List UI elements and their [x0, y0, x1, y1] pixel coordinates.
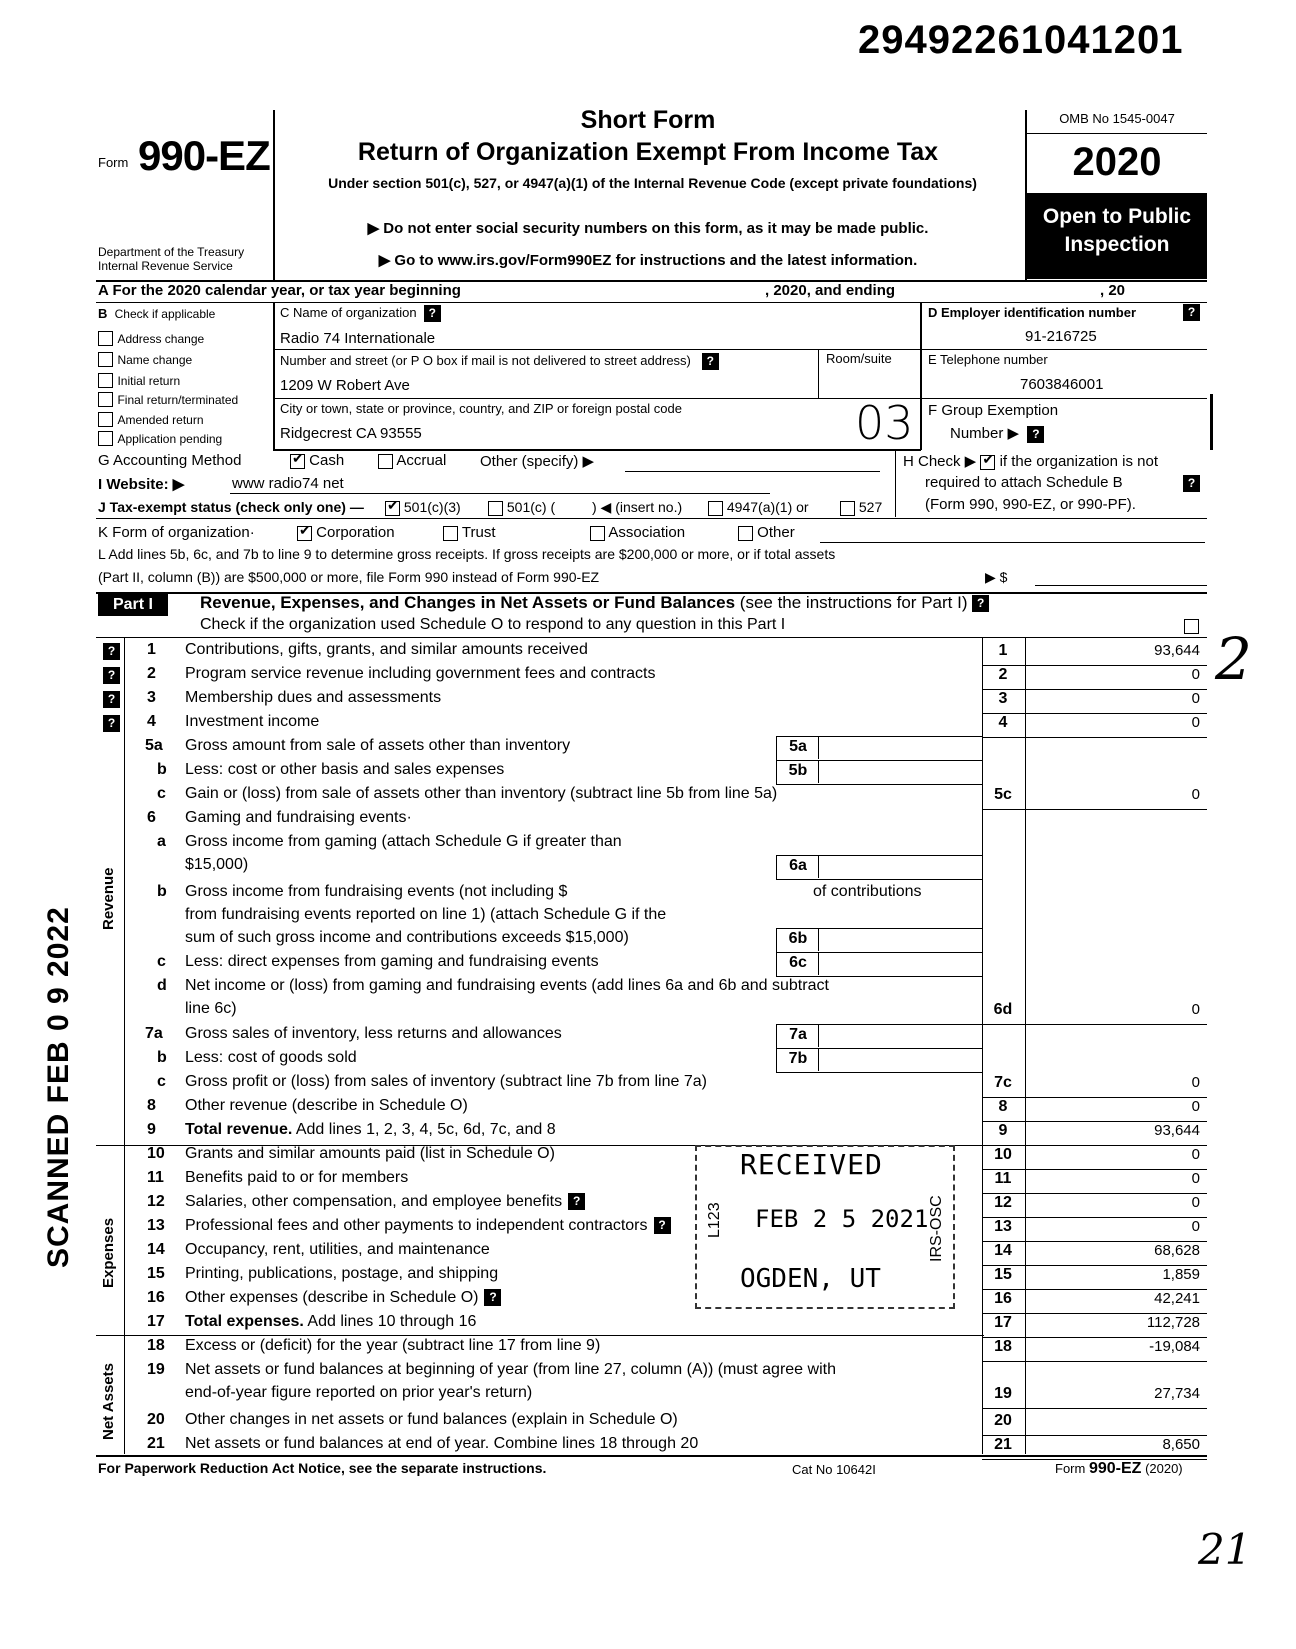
- line-description-cont: $15,000): [185, 856, 249, 873]
- line-box-label: 17: [994, 1314, 1012, 1331]
- stamp-city: OGDEN, UT: [740, 1264, 881, 1294]
- room-suite-label: Room/suite: [826, 351, 892, 366]
- line-number: 9: [147, 1121, 156, 1138]
- line-description: Net assets or fund balances at end of year. Combine lines 18 through 20: [185, 1435, 699, 1452]
- line-description: Grants and similar amounts paid (list in Schedule O): [185, 1145, 555, 1162]
- line-description: Other changes in net assets or fund balances (explain in Schedule O): [185, 1411, 678, 1428]
- line-description: Investment income: [185, 713, 320, 730]
- line-amount[interactable]: 0: [1191, 1074, 1200, 1091]
- line-description: Printing, publications, postage, and shipping: [185, 1265, 499, 1282]
- line-number: 12: [147, 1193, 165, 1210]
- accounting-method-label: G Accounting Method: [98, 452, 242, 469]
- telephone-label: E Telephone number: [928, 352, 1048, 367]
- line-description: Gross income from gaming (attach Schedule G if greater than: [185, 833, 622, 850]
- line-number: 17: [147, 1313, 165, 1330]
- line-a-text: A For the 2020 calendar year, or tax year beginning: [98, 282, 461, 299]
- line-number: 20: [147, 1411, 165, 1428]
- line-box-label: 1: [998, 642, 1008, 659]
- footer-form: Form 990-EZ (2020): [1055, 1460, 1183, 1477]
- line-box-label: 16: [994, 1290, 1012, 1307]
- line-box-label: 18: [994, 1338, 1012, 1355]
- subline-box-label: 5b: [788, 762, 808, 779]
- line-number: 10: [147, 1145, 165, 1162]
- line-amount[interactable]: 42,241: [1154, 1290, 1200, 1307]
- line-description: Salaries, other compensation, and employee benefits ?: [185, 1193, 585, 1211]
- line-number: 1: [147, 641, 156, 658]
- line-description: Less: direct expenses from gaming and fundraising events: [185, 953, 599, 970]
- handwritten-mark: [1210, 394, 1213, 450]
- help-icon[interactable]: ?: [103, 715, 120, 732]
- checkbox-schedule-b[interactable]: [980, 455, 995, 470]
- form-word: Form: [98, 155, 129, 170]
- checkbox-final-return[interactable]: Final return/terminated: [98, 391, 238, 409]
- line-description: Gross income from fundraising events (not including $ of contributions: [185, 883, 922, 900]
- checkbox-trust[interactable]: Trust: [443, 524, 496, 541]
- line-number: c: [157, 953, 166, 970]
- help-icon[interactable]: ?: [568, 1193, 585, 1210]
- subline-amount-field[interactable]: [776, 855, 983, 880]
- side-label-revenue: Revenue: [100, 867, 117, 930]
- line-amount[interactable]: 93,644: [1154, 642, 1200, 659]
- city-state-zip: Ridgecrest CA 93555: [280, 425, 422, 442]
- line-amount[interactable]: 0: [1191, 714, 1200, 731]
- help-icon[interactable]: ?: [702, 353, 719, 370]
- line-amount[interactable]: 0: [1191, 786, 1200, 803]
- line-description: Total expenses. Add lines 10 through 16: [185, 1313, 477, 1330]
- line-amount[interactable]: 0: [1191, 666, 1200, 683]
- line-box-label: 13: [994, 1218, 1012, 1235]
- line-number: 16: [147, 1289, 165, 1306]
- side-label-net-assets: Net Assets: [100, 1363, 117, 1440]
- line-number: c: [157, 1073, 166, 1090]
- subline-box-label: 6b: [788, 930, 808, 947]
- line-a-end: , 20: [1100, 282, 1126, 299]
- footer-paperwork: For Paperwork Reduction Act Notice, see the separate instructions.: [98, 1460, 547, 1476]
- help-icon[interactable]: ?: [972, 595, 989, 612]
- short-form-title: Short Form: [580, 106, 716, 134]
- line-description: Professional fees and other payments to independent contractors ?: [185, 1217, 671, 1235]
- line-number: b: [157, 761, 167, 778]
- checkbox-other[interactable]: Other: [738, 524, 795, 541]
- stamp-right: IRS-OSC: [928, 1195, 945, 1262]
- line-number: 19: [147, 1361, 165, 1378]
- part-i-title: Revenue, Expenses, and Changes in Net Assets or Fund Balances (see the instructions for Part I) ?: [200, 593, 989, 613]
- line-l-2: (Part II, column (B)) are $500,000 or more, file Form 990 instead of Form 990-EZ: [98, 569, 600, 585]
- line-description: Gaming and fundraising events·: [185, 809, 412, 826]
- line-amount[interactable]: 0: [1191, 690, 1200, 707]
- help-icon[interactable]: ?: [103, 691, 120, 708]
- checkbox-accrual[interactable]: Accrual: [378, 452, 446, 469]
- checkbox-4947[interactable]: 4947(a)(1) or: [708, 499, 809, 516]
- form-number: 990-EZ: [138, 132, 270, 179]
- line-box-label: 9: [998, 1122, 1008, 1139]
- checkbox-501c[interactable]: 501(c) (: [488, 499, 555, 516]
- scanned-stamp: SCANNED FEB 0 9 2022: [42, 906, 75, 1268]
- line-h: H Check ▶ ✔ if the organization is not: [903, 452, 1158, 470]
- footer-cat: Cat No 10642I: [792, 1462, 876, 1477]
- other-method-label: Other (specify) ▶: [480, 453, 595, 470]
- org-name: Radio 74 Internationale: [280, 330, 436, 347]
- line-description: Occupancy, rent, utilities, and maintenance: [185, 1241, 490, 1258]
- city-label: City or town, state or province, country, and ZIP or foreign postal code: [280, 401, 682, 416]
- subline-box-label: 7a: [789, 1026, 807, 1043]
- line-description: Other expenses (describe in Schedule O) ?: [185, 1289, 501, 1307]
- stamp-received: RECEIVED: [740, 1148, 883, 1181]
- line-number: b: [157, 883, 167, 900]
- line-number: a: [157, 833, 166, 850]
- subline-amount-field[interactable]: [776, 736, 983, 761]
- line-box-label: 20: [994, 1412, 1012, 1429]
- line-number: 3: [147, 689, 156, 706]
- checkbox-name-change[interactable]: Name change: [98, 351, 192, 369]
- stamp-date: FEB 2 5 2021: [755, 1205, 929, 1233]
- line-description: Contributions, gifts, grants, and similar amounts received: [185, 641, 588, 658]
- line-amount[interactable]: 0: [1191, 1194, 1200, 1211]
- street-address: 1209 W Robert Ave: [280, 377, 410, 394]
- line-amount[interactable]: 0: [1191, 1098, 1200, 1115]
- line-description: Gross amount from sale of assets other than inventory: [185, 737, 571, 754]
- subline-box-label: 7b: [788, 1050, 808, 1067]
- handwritten-page-number: 21: [1198, 1525, 1252, 1574]
- line-box-label: 2: [998, 666, 1008, 683]
- group-exemption-number: Number ▶ ?: [950, 424, 1044, 443]
- line-amount[interactable]: 112,728: [1146, 1314, 1200, 1331]
- line-amount[interactable]: 0: [1191, 1146, 1200, 1163]
- handwritten-side-mark: 2: [1215, 625, 1252, 693]
- ein-value: 91-216725: [1025, 328, 1097, 345]
- checkbox-initial-return[interactable]: Initial return: [98, 372, 180, 390]
- help-icon[interactable]: ?: [103, 667, 120, 684]
- line-number: 14: [147, 1241, 165, 1258]
- form-title: Return of Organization Exempt From Income Tax: [357, 138, 939, 166]
- ein-label: D Employer identification number: [928, 305, 1137, 320]
- line-box-label: 10: [994, 1146, 1012, 1163]
- line-description: Program service revenue including government fees and contracts: [185, 665, 656, 682]
- group-exemption-label: F Group Exemption: [928, 402, 1059, 419]
- tax-exempt-label: J Tax-exempt status (check only one) —: [98, 499, 364, 515]
- website-label: I Website: ▶: [98, 476, 185, 493]
- line-number: d: [157, 977, 167, 994]
- checkbox-corporation[interactable]: ✔ Corporation: [297, 524, 395, 541]
- line-box-label: 19: [994, 1385, 1012, 1402]
- line-description: Excess or (deficit) for the year (subtract line 17 from line 9): [185, 1337, 601, 1354]
- line-box-label: 7c: [994, 1074, 1012, 1091]
- line-description: Gross profit or (loss) from sales of inventory (subtract line 7b from line 7a): [185, 1073, 707, 1090]
- line-description-cont: line 6c): [185, 1000, 237, 1017]
- line-description-cont: from fundraising events reported on line 1) (attach Schedule G if the: [185, 906, 667, 923]
- open-to-public-text: Open to Public Inspection: [1042, 205, 1192, 256]
- line-description: Total revenue. Add lines 1, 2, 3, 4, 5c, 6d, 7c, and 8: [185, 1121, 556, 1138]
- checkbox-527[interactable]: 527: [840, 499, 882, 516]
- subline-amount-field[interactable]: [776, 760, 983, 785]
- part-i-check-text: Check if the organization used Schedule O to respond to any question in this Part I: [200, 616, 786, 633]
- subline-amount-field[interactable]: [776, 928, 983, 953]
- line-h-2: required to attach Schedule B: [925, 474, 1123, 491]
- line-amount[interactable]: 93,644: [1154, 1122, 1200, 1139]
- dept-line1: Department of the Treasury: [98, 245, 245, 259]
- part-i-tag: Part I: [98, 594, 168, 616]
- insert-no: ) ◀ (insert no.): [592, 499, 683, 515]
- help-icon[interactable]: ?: [1183, 304, 1200, 321]
- subline-amount-field[interactable]: [776, 1024, 983, 1049]
- line-number: 2: [147, 665, 156, 682]
- line-amount[interactable]: 0: [1191, 1001, 1200, 1018]
- stamp-left: L123: [706, 1202, 723, 1238]
- line-amount[interactable]: 27,734: [1154, 1385, 1200, 1402]
- telephone-value: 7603846001: [1020, 376, 1104, 393]
- line-amount[interactable]: 0: [1191, 1218, 1200, 1235]
- line-box-label: 21: [994, 1436, 1012, 1453]
- side-label-expenses: Expenses: [100, 1217, 117, 1288]
- line-description-cont: sum of such gross income and contributions exceeds $15,000): [185, 929, 629, 946]
- line-box-label: 4: [998, 714, 1008, 731]
- line-description: Other revenue (describe in Schedule O): [185, 1097, 468, 1114]
- tax-year: 2020: [1072, 140, 1162, 184]
- help-icon[interactable]: ?: [1183, 475, 1200, 492]
- line-box-label: 3: [998, 690, 1008, 707]
- dept-line2: Internal Revenue Service: [98, 259, 233, 273]
- line-l-1: L Add lines 5b, 6c, and 7b to line 9 to determine gross receipts. If gross receipts are $200,000 or more, or if total assets: [98, 546, 836, 562]
- checkbox-application-pending[interactable]: Application pending: [98, 430, 222, 448]
- line-number: 18: [147, 1337, 165, 1354]
- checkbox-501c3[interactable]: ✔ 501(c)(3): [385, 499, 461, 516]
- line-number: 6: [147, 809, 156, 826]
- help-icon[interactable]: ?: [1027, 426, 1044, 443]
- subline-amount-field[interactable]: [776, 952, 983, 977]
- help-icon[interactable]: ?: [424, 305, 441, 322]
- subline-amount-field[interactable]: [776, 1048, 983, 1073]
- section-b-label: B Check if applicable: [98, 306, 216, 321]
- subline-box-label: 5a: [789, 738, 807, 755]
- help-icon[interactable]: ?: [484, 1289, 501, 1306]
- handwritten-03: 03: [855, 396, 914, 450]
- checkbox-address-change[interactable]: Address change: [98, 330, 204, 348]
- form-subtitle: Under section 501(c), 527, or 4947(a)(1) of the Internal Revenue Code (except private foundations): [328, 175, 977, 191]
- org-name-label: C Name of organization ?: [280, 305, 441, 322]
- line-amount[interactable]: 68,628: [1154, 1242, 1200, 1259]
- line-number: b: [157, 1049, 167, 1066]
- line-description: Less: cost or other basis and sales expenses: [185, 761, 505, 778]
- subline-box-label: 6a: [789, 857, 807, 874]
- line-number: c: [157, 785, 166, 802]
- notice-website: ▶ Go to www.irs.gov/Form990EZ for instructions and the latest information.: [378, 252, 918, 269]
- line-number: 7a: [145, 1025, 163, 1042]
- dln-number: 29492261041201: [858, 18, 1184, 62]
- line-number: 21: [147, 1435, 165, 1452]
- notice-ssn: ▶ Do not enter social security numbers on this form, as it may be made public.: [367, 220, 929, 237]
- line-number: 15: [147, 1265, 165, 1282]
- line-amount[interactable]: 8,650: [1162, 1436, 1200, 1453]
- line-description: Net income or (loss) from gaming and fundraising events (add lines 6a and 6b and subtract: [185, 977, 829, 994]
- line-description: Benefits paid to or for members: [185, 1169, 409, 1186]
- line-number: 8: [147, 1097, 156, 1114]
- checkbox-association[interactable]: Association: [590, 524, 685, 541]
- line-number: 4: [147, 713, 156, 730]
- line-box-label: 6d: [993, 1001, 1013, 1018]
- line-description: Membership dues and assessments: [185, 689, 442, 706]
- line-box-label: 8: [998, 1098, 1008, 1115]
- line-description: Less: cost of goods sold: [185, 1049, 357, 1066]
- form-of-org-label: K Form of organization·: [98, 524, 255, 541]
- checkbox-cash[interactable]: ✔ Cash: [290, 452, 344, 469]
- line-box-label: 12: [994, 1194, 1012, 1211]
- line-number: 5a: [145, 737, 163, 754]
- subline-box-label: 6c: [789, 954, 807, 971]
- checkbox-schedule-o[interactable]: [1184, 619, 1199, 634]
- omb-number: OMB No 1545-0047: [1059, 111, 1175, 126]
- line-amount[interactable]: 0: [1191, 1170, 1200, 1187]
- help-icon[interactable]: ?: [103, 643, 120, 660]
- line-amount[interactable]: -19,084: [1149, 1338, 1200, 1355]
- line-a-mid: , 2020, and ending: [765, 282, 896, 299]
- website-value: www radio74 net: [232, 475, 344, 492]
- line-description: Gain or (loss) from sale of assets other than inventory (subtract line 5b from line 5a): [185, 785, 778, 802]
- line-amount[interactable]: 1,859: [1162, 1266, 1200, 1283]
- line-description-cont: end-of-year figure reported on prior year's return): [185, 1384, 533, 1401]
- street-label: Number and street (or P O box if mail is not delivered to street address) ?: [280, 353, 719, 370]
- checkbox-amended-return[interactable]: Amended return: [98, 411, 204, 429]
- help-icon[interactable]: ?: [654, 1217, 671, 1234]
- line-h-3: (Form 990, 990-EZ, or 990-PF).: [925, 496, 1136, 513]
- line-description: Net assets or fund balances at beginning of year (from line 27, column (A)) (must agree with: [185, 1361, 836, 1378]
- line-description: Gross sales of inventory, less returns and allowances: [185, 1025, 562, 1042]
- line-number: 13: [147, 1217, 165, 1234]
- line-box-label: 11: [994, 1170, 1012, 1187]
- line-number: 11: [147, 1169, 164, 1186]
- line-box-label: 5c: [994, 786, 1012, 803]
- line-box-label: 15: [994, 1266, 1012, 1283]
- line-box-label: 14: [994, 1242, 1012, 1259]
- line-l-dollar: ▶ $: [985, 569, 1008, 585]
